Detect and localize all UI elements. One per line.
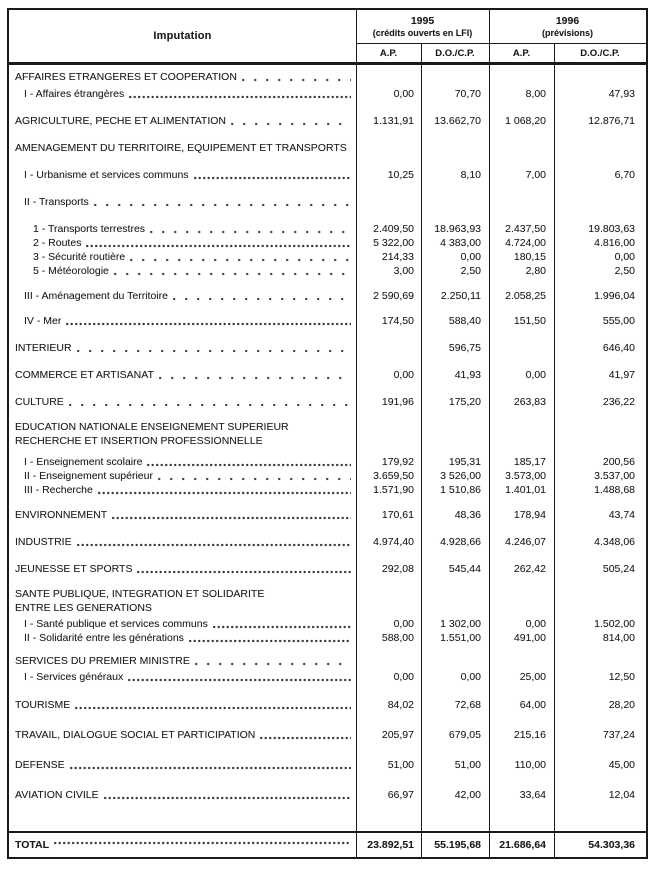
row-label-cell xyxy=(9,420,356,434)
table-row xyxy=(9,70,646,84)
table-row xyxy=(9,87,646,101)
cell-value: 200,56 xyxy=(602,456,635,468)
dotted-leader xyxy=(147,463,351,467)
cell-value: 179,92 xyxy=(381,456,414,468)
dotted-leader xyxy=(158,477,351,481)
cell-value: 0,00 xyxy=(393,88,414,100)
cell-value: 51,00 xyxy=(454,759,481,771)
dotted-leader xyxy=(77,543,351,547)
column-rule xyxy=(356,10,357,857)
cell-value: 2.409,50 xyxy=(373,223,414,235)
cell-value: 2.437,50 xyxy=(505,223,546,235)
cell-value: 215,16 xyxy=(513,729,546,741)
row-label: AFFAIRES ETRANGERES ET COOPERATION xyxy=(15,71,237,83)
table-row xyxy=(9,535,646,549)
table-row xyxy=(9,631,646,645)
cell-value xyxy=(356,654,421,668)
cell-value: 41,97 xyxy=(608,369,635,381)
table-row xyxy=(9,469,646,483)
cell-value: 292,08 xyxy=(381,563,414,575)
table-row xyxy=(9,562,646,576)
cell-value xyxy=(421,70,489,84)
row-label-cell xyxy=(9,728,356,742)
cell-value: 84,02 xyxy=(387,699,414,711)
year-label-1996: 1996 xyxy=(555,15,580,27)
dotted-leader xyxy=(137,570,351,574)
year-group-1996-title xyxy=(489,10,646,44)
row-label: INDUSTRIE xyxy=(15,536,72,548)
row-label: III - Aménagement du Territoire xyxy=(24,290,168,302)
row-label: IV - Mer xyxy=(24,315,62,327)
table-row xyxy=(9,395,646,409)
table-row xyxy=(9,670,646,684)
cell-value: 178,94 xyxy=(513,509,546,521)
cell-value xyxy=(356,195,421,209)
dotted-leader xyxy=(69,403,351,407)
col-header-ap-1995: A.P. xyxy=(379,47,398,59)
row-label: RECHERCHE ET INSERTION PROFESSIONNELLE xyxy=(15,435,263,447)
cell-value: 0,00 xyxy=(460,251,481,263)
cell-value xyxy=(554,420,646,434)
dotted-leader xyxy=(66,322,351,326)
year-subtitle-1996: (prévisions) xyxy=(541,28,593,38)
row-label-cell xyxy=(9,587,356,601)
cell-value: 41,93 xyxy=(454,369,481,381)
cell-value xyxy=(356,601,421,615)
total-value-1995-ap: 23.892,51 xyxy=(367,839,414,851)
cell-value: 262,42 xyxy=(513,563,546,575)
cell-value: 6,70 xyxy=(614,169,635,181)
cell-value: 2,50 xyxy=(460,265,481,277)
cell-value xyxy=(421,195,489,209)
table-row xyxy=(9,236,646,250)
cell-value: 1 068,20 xyxy=(505,115,546,127)
cell-value: 12,04 xyxy=(608,789,635,801)
cell-value: 2.250,11 xyxy=(440,290,481,302)
cell-value: 191,96 xyxy=(381,396,414,408)
dotted-leader xyxy=(231,122,351,126)
dotted-leader xyxy=(159,376,351,380)
row-label: II - Solidarité entre les générations xyxy=(24,632,184,644)
cell-value: 2 590,69 xyxy=(373,290,414,302)
cell-value xyxy=(489,70,554,84)
dotted-leader xyxy=(130,258,351,262)
cell-value: 151,50 xyxy=(513,315,546,327)
row-label: AVIATION CIVILE xyxy=(15,789,99,801)
cell-value: 66,97 xyxy=(387,789,414,801)
cell-value: 28,20 xyxy=(608,699,635,711)
year-subtitle-1995: (crédits ouverts en LFI) xyxy=(372,28,473,38)
dotted-leader xyxy=(98,491,351,495)
cell-value: 1.551,00 xyxy=(440,632,481,644)
cell-value: 13.662,70 xyxy=(434,115,481,127)
row-label-cell xyxy=(9,508,356,522)
dotted-leader xyxy=(94,203,351,207)
table-row xyxy=(9,758,646,772)
year-label-1995: 1995 xyxy=(410,15,435,27)
budget-table xyxy=(7,8,648,859)
row-label: II - Enseignement supérieur xyxy=(24,470,153,482)
cell-value xyxy=(554,141,646,155)
table-row xyxy=(9,698,646,712)
cell-value xyxy=(489,654,554,668)
row-label: II - Transports xyxy=(24,196,89,208)
cell-value: 505,24 xyxy=(602,563,635,575)
cell-value: 5 322,00 xyxy=(373,237,414,249)
table-row xyxy=(9,368,646,382)
cell-value: 185,17 xyxy=(513,456,546,468)
table-row xyxy=(9,289,646,303)
row-label-cell xyxy=(9,631,356,645)
cell-value: 18.963,93 xyxy=(434,223,481,235)
row-label: TRAVAIL, DIALOGUE SOCIAL ET PARTICIPATION xyxy=(15,729,256,741)
total-row xyxy=(9,831,646,857)
cell-value xyxy=(489,341,554,355)
row-label-cell xyxy=(9,535,356,549)
cell-value xyxy=(421,601,489,615)
cell-value: 2,80 xyxy=(525,265,546,277)
dotted-leader xyxy=(104,796,351,800)
row-label-cell xyxy=(9,70,356,84)
cell-value: 3.537,00 xyxy=(594,470,635,482)
table-row xyxy=(9,508,646,522)
cell-value: 43,74 xyxy=(608,509,635,521)
cell-value xyxy=(554,601,646,615)
row-label-cell xyxy=(9,758,356,772)
row-label-cell xyxy=(9,469,356,483)
table-row xyxy=(9,250,646,264)
row-label: AMENAGEMENT DU TERRITOIRE, EQUIPEMENT ET TRANSPORTS xyxy=(15,142,347,154)
cell-value xyxy=(489,420,554,434)
table-body xyxy=(9,65,646,831)
cell-value: 8,00 xyxy=(525,88,546,100)
cell-value: 0,00 xyxy=(525,369,546,381)
cell-value: 3.573,00 xyxy=(505,470,546,482)
row-label: DEFENSE xyxy=(15,759,65,771)
cell-value xyxy=(489,434,554,448)
row-label-cell xyxy=(9,222,356,236)
cell-value: 0,00 xyxy=(393,618,414,630)
row-label: AGRICULTURE, PECHE ET ALIMENTATION xyxy=(15,115,227,127)
cell-value: 646,40 xyxy=(602,342,635,354)
table-row xyxy=(9,264,646,278)
cell-value: 48,36 xyxy=(454,509,481,521)
row-label: JEUNESSE ET SPORTS xyxy=(15,563,133,575)
row-label: ENVIRONNEMENT xyxy=(15,509,108,521)
table-row xyxy=(9,168,646,182)
cell-value: 25,00 xyxy=(519,671,546,683)
cell-value: 33,64 xyxy=(519,789,546,801)
dotted-leader xyxy=(195,662,351,666)
col-header-docp-1996: D.O./C.P. xyxy=(580,47,620,59)
cell-value xyxy=(554,654,646,668)
dotted-leader xyxy=(70,766,351,770)
year-group-1995 xyxy=(356,10,489,62)
row-label: 1 - Transports terrestres xyxy=(33,223,146,235)
cell-value xyxy=(356,434,421,448)
dotted-leader xyxy=(242,78,351,82)
cell-value: 174,50 xyxy=(381,315,414,327)
cell-value xyxy=(421,141,489,155)
row-label: SANTE PUBLIQUE, INTEGRATION ET SOLIDARITE xyxy=(15,588,265,600)
row-label-cell xyxy=(9,788,356,802)
cell-value: 0,00 xyxy=(614,251,635,263)
year-group-1996 xyxy=(489,10,646,62)
cell-value: 8,10 xyxy=(460,169,481,181)
cell-value xyxy=(356,420,421,434)
row-label: CULTURE xyxy=(15,396,64,408)
cell-value xyxy=(554,195,646,209)
row-label-cell xyxy=(9,87,356,101)
cell-value xyxy=(356,70,421,84)
cell-value: 4.928,66 xyxy=(440,536,481,548)
row-label-cell xyxy=(9,341,356,355)
cell-value: 1.502,00 xyxy=(594,618,635,630)
total-label: TOTAL xyxy=(15,839,50,851)
cell-value xyxy=(489,587,554,601)
dotted-leader xyxy=(194,176,351,180)
cell-value: 545,44 xyxy=(448,563,481,575)
cell-value: 45,00 xyxy=(608,759,635,771)
cell-value: 1.571,90 xyxy=(373,484,414,496)
cell-value: 195,31 xyxy=(448,456,481,468)
row-label-cell xyxy=(9,654,356,668)
table-row xyxy=(9,617,646,631)
column-rule xyxy=(421,44,422,857)
col-header-ap-1996: A.P. xyxy=(512,47,531,59)
row-label: COMMERCE ET ARTISANAT xyxy=(15,369,154,381)
cell-value: 679,05 xyxy=(448,729,481,741)
cell-value: 205,97 xyxy=(381,729,414,741)
cell-value xyxy=(554,587,646,601)
cell-value: 555,00 xyxy=(602,315,635,327)
cell-value: 0,00 xyxy=(525,618,546,630)
table-row xyxy=(9,788,646,802)
cell-value: 47,93 xyxy=(608,88,635,100)
table-row xyxy=(9,455,646,469)
year-group-1995-title xyxy=(356,10,489,44)
cell-value: 4.246,07 xyxy=(505,536,546,548)
cell-value: 737,24 xyxy=(602,729,635,741)
cell-value: 263,83 xyxy=(513,396,546,408)
cell-value: 596,75 xyxy=(448,342,481,354)
cell-value: 588,40 xyxy=(448,315,481,327)
cell-value: 19.803,63 xyxy=(588,223,635,235)
table-row xyxy=(9,314,646,328)
row-label: III - Recherche xyxy=(24,484,93,496)
dotted-leader xyxy=(77,349,351,353)
row-label-cell xyxy=(9,455,356,469)
row-label: I - Affaires étrangères xyxy=(24,88,125,100)
cell-value xyxy=(356,141,421,155)
row-label-cell xyxy=(9,195,356,209)
table-row xyxy=(9,654,646,668)
table-row xyxy=(9,114,646,128)
table-header xyxy=(9,10,646,65)
total-value-1995-docp: 55.195,68 xyxy=(434,839,481,851)
row-label-cell xyxy=(9,236,356,250)
table-row xyxy=(9,420,646,434)
cell-value xyxy=(421,654,489,668)
row-label: 3 - Sécurité routière xyxy=(33,251,126,263)
dotted-leader xyxy=(114,272,351,276)
row-label: I - Urbanisme et services communs xyxy=(24,169,189,181)
cell-value: 1.488,68 xyxy=(594,484,635,496)
cell-value: 110,00 xyxy=(514,759,546,771)
row-label: ENTRE LES GENERATIONS xyxy=(15,602,152,614)
row-label: EDUCATION NATIONALE ENSEIGNEMENT SUPERIEUR xyxy=(15,421,289,433)
dotted-leader xyxy=(173,297,351,301)
cell-value: 588,00 xyxy=(381,632,414,644)
row-label: I - Santé publique et services communs xyxy=(24,618,208,630)
cell-value: 1.131,91 xyxy=(373,115,414,127)
row-label-cell xyxy=(9,670,356,684)
row-label-cell xyxy=(9,250,356,264)
dotted-leader xyxy=(189,639,351,643)
cell-value: 2,50 xyxy=(614,265,635,277)
cell-value xyxy=(554,434,646,448)
cell-value: 0,00 xyxy=(460,671,481,683)
cell-value: 12,50 xyxy=(608,671,635,683)
table-row xyxy=(9,222,646,236)
cell-value: 3.659,50 xyxy=(373,470,414,482)
total-value-1996-ap: 21.686,64 xyxy=(499,839,546,851)
cell-value: 42,00 xyxy=(454,789,481,801)
row-label: SERVICES DU PREMIER MINISTRE xyxy=(15,655,190,667)
cell-value: 3,00 xyxy=(393,265,414,277)
cell-value: 64,00 xyxy=(519,699,546,711)
row-label-cell xyxy=(9,434,356,448)
cell-value: 2.058,25 xyxy=(505,290,546,302)
cell-value: 0,00 xyxy=(393,369,414,381)
row-label: 5 - Météorologie xyxy=(33,265,109,277)
row-label-cell xyxy=(9,483,356,497)
cell-value: 4.724,00 xyxy=(505,237,546,249)
cell-value: 4.974,40 xyxy=(373,536,414,548)
col-header-docp-1995: D.O./C.P. xyxy=(435,47,475,59)
row-label-cell xyxy=(9,617,356,631)
row-label-cell xyxy=(9,698,356,712)
cell-value xyxy=(421,420,489,434)
table-row xyxy=(9,434,646,448)
table-row xyxy=(9,728,646,742)
cell-value: 4.816,00 xyxy=(594,237,635,249)
table-row xyxy=(9,483,646,497)
column-rule xyxy=(489,10,490,857)
cell-value: 4.348,06 xyxy=(594,536,635,548)
cell-value: 814,00 xyxy=(602,632,635,644)
table-row xyxy=(9,601,646,615)
row-label-cell xyxy=(9,314,356,328)
cell-value xyxy=(421,587,489,601)
table-row xyxy=(9,141,646,155)
row-label: INTERIEUR xyxy=(15,342,72,354)
cell-value: 12.876,71 xyxy=(588,115,635,127)
cell-value xyxy=(356,587,421,601)
cell-value: 1.401,01 xyxy=(505,484,546,496)
dotted-leader xyxy=(128,678,351,682)
cell-value: 175,20 xyxy=(448,396,481,408)
row-label-cell xyxy=(9,601,356,615)
dotted-leader xyxy=(213,625,351,629)
row-label: 2 - Routes xyxy=(33,237,82,249)
dotted-leader xyxy=(150,230,351,234)
row-label-cell xyxy=(9,141,356,155)
dotted-leader xyxy=(129,95,351,99)
cell-value: 0,00 xyxy=(393,671,414,683)
row-label: I - Enseignement scolaire xyxy=(24,456,143,468)
cell-value: 180,15 xyxy=(513,251,546,263)
cell-value: 236,22 xyxy=(602,396,635,408)
imputation-column-header: Imputation xyxy=(153,30,212,42)
row-label-cell xyxy=(9,289,356,303)
table-row xyxy=(9,341,646,355)
cell-value xyxy=(356,341,421,355)
dotted-leader xyxy=(75,706,351,710)
cell-value: 7,00 xyxy=(525,169,546,181)
cell-value: 72,68 xyxy=(454,699,481,711)
row-label: I - Services généraux xyxy=(24,671,124,683)
total-value-1996-docp: 54.303,36 xyxy=(588,839,635,851)
cell-value: 4 383,00 xyxy=(440,237,481,249)
row-label-cell xyxy=(9,395,356,409)
row-label: TOURISME xyxy=(15,699,71,711)
column-rule xyxy=(554,44,555,857)
year-group-1996-columns xyxy=(489,44,646,62)
cell-value: 214,33 xyxy=(381,251,414,263)
cell-value: 170,61 xyxy=(381,509,414,521)
row-label-cell xyxy=(9,562,356,576)
dotted-leader xyxy=(54,841,351,845)
dotted-leader xyxy=(86,244,351,248)
cell-value: 491,00 xyxy=(513,632,546,644)
cell-value: 10,25 xyxy=(387,169,414,181)
cell-value xyxy=(554,70,646,84)
row-label-cell xyxy=(9,168,356,182)
table-row xyxy=(9,587,646,601)
cell-value: 1 510,86 xyxy=(440,484,481,496)
cell-value xyxy=(489,141,554,155)
cell-value xyxy=(489,601,554,615)
cell-value: 51,00 xyxy=(387,759,414,771)
cell-value xyxy=(489,195,554,209)
year-group-1995-columns xyxy=(356,44,489,62)
row-label-cell xyxy=(9,368,356,382)
dotted-leader xyxy=(112,516,351,520)
cell-value: 1 302,00 xyxy=(440,618,481,630)
cell-value: 1.996,04 xyxy=(594,290,635,302)
row-label-cell xyxy=(9,114,356,128)
total-label-cell xyxy=(9,839,356,851)
cell-value xyxy=(421,434,489,448)
dotted-leader xyxy=(260,736,351,740)
table-row xyxy=(9,195,646,209)
cell-value: 3 526,00 xyxy=(440,470,481,482)
row-label-cell xyxy=(9,264,356,278)
cell-value: 70,70 xyxy=(454,88,481,100)
